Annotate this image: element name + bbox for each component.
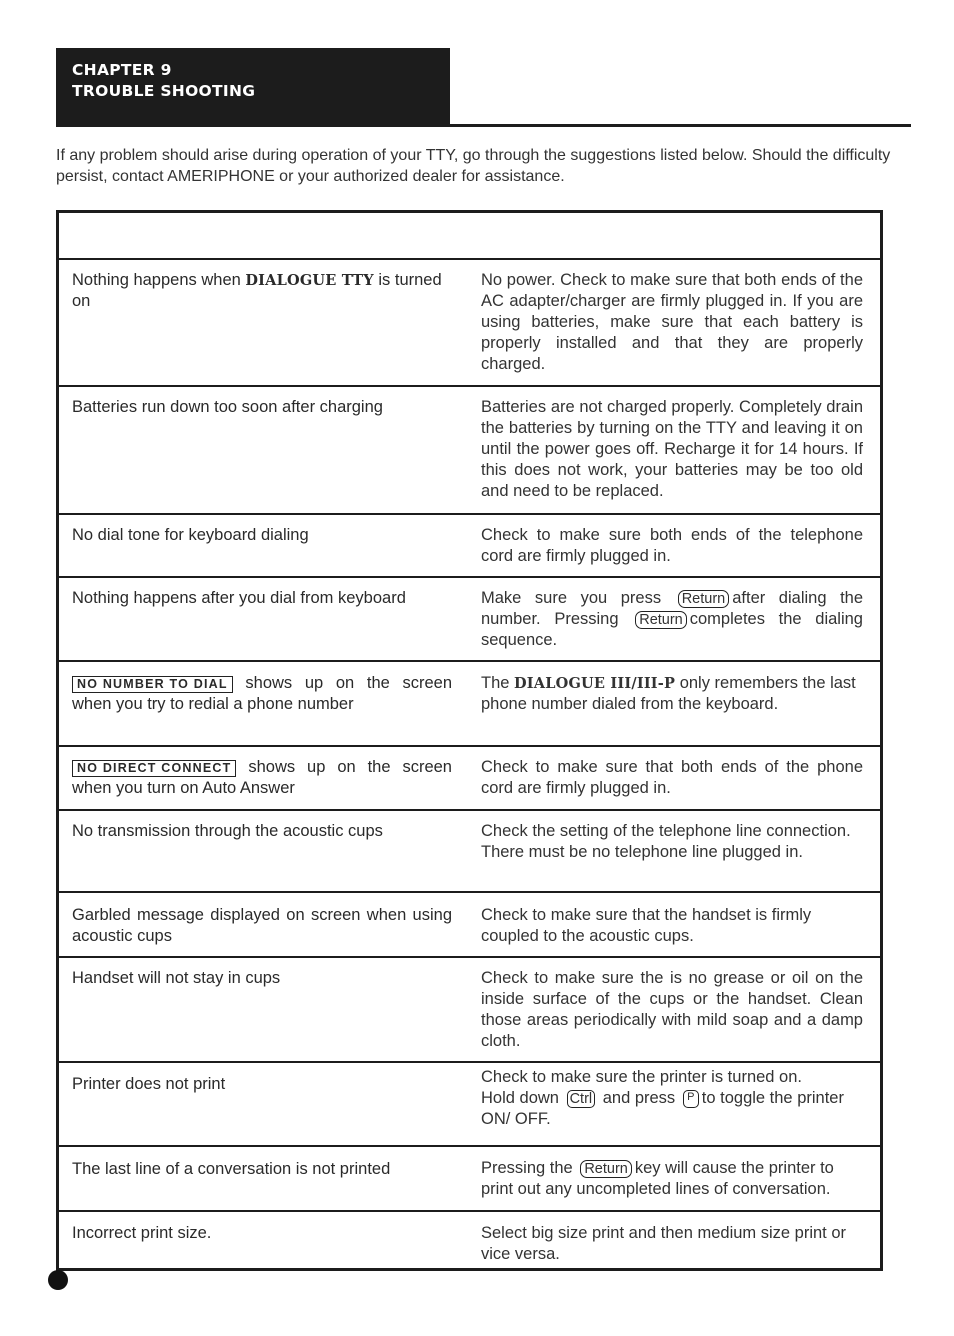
row-divider <box>59 956 880 958</box>
problem-cell: Nothing happens when DIALOGUE TTY is turned on <box>72 271 442 310</box>
chapter-header <box>56 48 450 126</box>
solution-cell: Check to make sure both ends of the telephone cord are firmly plugged in. <box>481 526 863 565</box>
solution-cell: Check to make sure that the handset is firmly coupled to the acoustic cups. <box>481 906 812 945</box>
row-divider <box>59 576 880 578</box>
return-key: Return <box>635 611 687 629</box>
problem-cell: No dial tone for keyboard dialing <box>72 526 309 544</box>
row-divider <box>59 891 880 893</box>
problem-cell: NO NUMBER TO DIAL shows up on the screen when you try to redial a phone number <box>72 674 452 713</box>
page-marker-dot <box>48 1270 68 1290</box>
chapter-number: CHAPTER 9 <box>72 61 172 79</box>
header-rule <box>56 124 911 127</box>
row-divider <box>59 745 880 747</box>
problem-cell: Incorrect print size. <box>72 1224 212 1242</box>
product-name: DIALOGUE III/III-P <box>514 675 676 692</box>
solution-cell: Check to make sure the printer is turned on. Hold down Ctrl and press P to toggle the printer ON/ OFF. <box>481 1068 844 1128</box>
p-key: P <box>683 1090 699 1108</box>
row-divider <box>59 809 880 811</box>
solution-cell: The DIALOGUE III/III-P only remembers the last phone number dialed from the keyboard. <box>481 674 856 713</box>
screen-message: NO DIRECT CONNECT <box>72 760 236 777</box>
solution-cell: No power. Check to make sure that both ends of the AC adapter/charger are firmly plugged in. If you are using batteries, make sure that each battery is properly installed and that they are properly charged. <box>481 271 863 373</box>
row-divider <box>59 513 880 515</box>
problem-cell: Printer does not print <box>72 1075 226 1093</box>
solution-cell: Check to make sure the is no grease or oil on the inside surface of the cups or the handset. Clean those areas periodically with mild soap and a damp cloth. <box>481 969 863 1050</box>
row-divider <box>59 1145 880 1147</box>
row-divider <box>59 1061 880 1063</box>
solution-cell: Batteries are not charged properly. Completely drain the batteries by turning on the TTY and leaving it on until the power goes off. Recharge it for 14 hours. If this does not work, your batteries may be too old and need to be replaced. <box>481 398 863 500</box>
chapter-heading <box>72 60 255 102</box>
problem-cell: Garbled message displayed on screen when using acoustic cups <box>72 906 452 945</box>
solution-cell: Select big size print and then medium size print or vice versa. <box>481 1224 847 1263</box>
row-divider <box>59 258 880 260</box>
solution-cell: Check the setting of the telephone line connection. There must be no telephone line plugged in. <box>481 822 851 861</box>
problem-cell: No transmission through the acoustic cups <box>72 822 383 840</box>
problem-cell: Nothing happens after you dial from keyboard <box>72 589 406 607</box>
intro-paragraph: If any problem should arise during operation of your TTY, go through the suggestions listed below. Should the difficulty persist, contact AMERIPHONE or your authorized dealer for assistance. <box>56 147 891 185</box>
screen-message: NO NUMBER TO DIAL <box>72 676 233 693</box>
ctrl-key: Ctrl <box>567 1090 596 1108</box>
row-divider <box>59 1210 880 1212</box>
problem-cell: The last line of a conversation is not printed <box>72 1160 391 1178</box>
return-key: Return <box>678 590 730 608</box>
problem-cell: Batteries run down too soon after charging <box>72 398 383 416</box>
solution-cell: Pressing the Return key will cause the printer to print out any uncompleted lines of conversation. <box>481 1159 834 1198</box>
solution-cell: Make sure you press Return after dialing the number. Pressing Return completes the dialing sequence. <box>481 589 864 649</box>
solution-cell: Check to make sure that both ends of the phone cord are firmly plugged in. <box>481 758 863 797</box>
row-divider <box>59 385 880 387</box>
problem-cell: Handset will not stay in cups <box>72 969 281 987</box>
product-name: DIALOGUE TTY <box>245 272 374 289</box>
row-divider <box>59 660 880 662</box>
return-key: Return <box>580 1160 632 1178</box>
troubleshooting-table <box>56 210 883 1271</box>
chapter-title: TROUBLE SHOOTING <box>72 82 256 100</box>
problem-cell: NO DIRECT CONNECT shows up on the screen when you turn on Auto Answer <box>72 758 452 797</box>
